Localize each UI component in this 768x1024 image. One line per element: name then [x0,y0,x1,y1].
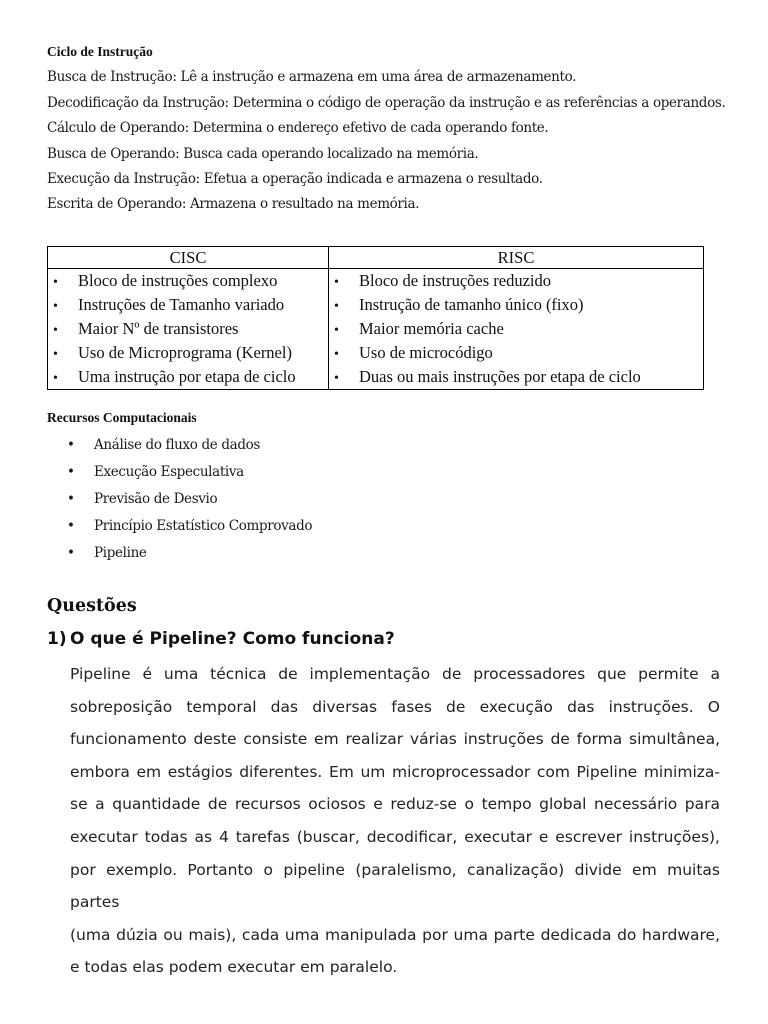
resource-item-text: Previsão de Desvio [94,491,218,507]
list-item [48,269,328,293]
bullet-icon: • [334,299,339,314]
risc-list [329,269,703,389]
list-item [48,317,328,341]
answer-paragraph-1: Pipeline é uma técnica de implementação de processadores que permite a sobreposição temporal das diversas fases de execução das instruções. O funcionamento deste consiste em realizar várias instruções de forma simultânea, embora em estágios diferentes. Em um microprocessador com Pipeline minimiza-se a quantidade de recursos ociosos e reduz-se o tempo global necessário para executar todas as 4 tarefas (buscar, decodificar, executar e escrever instruções), por exemplo. Portanto o pipeline (paralelismo, canalização) divide em muitas partes [70,665,720,912]
answer-paragraph-2: (uma dúzia ou mais), cada uma manipulada por uma parte dedicada do hardware, e todas elas podem executar em paralelo. [70,925,720,977]
bullet-icon: • [67,437,75,453]
bullet-icon: • [67,491,75,507]
risc-item-text: Maior memória cache [359,319,504,338]
risc-item-text: Instrução de tamanho único (fixo) [359,295,584,314]
cycle-line-execute: Execução da Instrução: Efetua a operação indicada e armazena o resultado. [47,171,543,187]
risc-cell [329,269,704,390]
answer-body [70,658,720,984]
bullet-icon: • [334,347,339,362]
resource-item-text: Princípio Estatístico Comprovado [94,518,313,534]
cisc-list [48,269,328,389]
resource-item [67,437,260,453]
bullet-icon: • [67,545,75,561]
risc-header: RISC [329,247,704,269]
questions-heading: Questões [47,596,137,616]
bullet-icon: • [53,323,58,338]
cisc-item-text: Instruções de Tamanho variado [78,295,285,314]
list-item [329,317,703,341]
resource-item-text: Análise do fluxo de dados [94,437,260,453]
bullet-icon: • [67,464,75,480]
resources-title: Recursos Computacionais [47,410,197,425]
bullet-icon: • [334,323,339,338]
cisc-item-text: Uma instrução por etapa de ciclo [78,367,296,386]
list-item [48,341,328,365]
table-header-row [48,247,704,269]
cycle-line-fetch: Busca de Instrução: Lê a instrução e armazena em uma área de armazenamento. [47,69,577,85]
cycle-line-decode: Decodificação da Instrução: Determina o código de operação da instrução e as referências a operandos. [47,95,726,111]
risc-item-text: Duas ou mais instruções por etapa de ciclo [359,367,641,386]
cycle-title: Ciclo de Instrução [47,44,153,59]
bullet-icon: • [334,371,339,386]
cycle-line-operand-fetch: Busca de Operando: Busca cada operando localizado na memória. [47,146,479,162]
cisc-cell [48,269,329,390]
bullet-icon: • [53,347,58,362]
risc-item-text: Bloco de instruções reduzido [359,271,551,290]
cycle-line-operand-calc: Cálculo de Operando: Determina o endereço efetivo de cada operando fonte. [47,120,549,136]
question-text: O que é Pipeline? Como funciona? [70,629,395,649]
resource-item [67,518,312,534]
bullet-icon: • [53,299,58,314]
list-item [329,341,703,365]
cycle-line-write: Escrita de Operando: Armazena o resultado na memória. [47,196,420,212]
cisc-item-text: Bloco de instruções complexo [78,271,278,290]
cisc-risc-table [47,246,704,390]
list-item [329,293,703,317]
cisc-item-text: Maior Nº de transistores [78,319,239,338]
resource-item-text: Pipeline [94,545,147,561]
list-item [329,269,703,293]
risc-item-text: Uso de microcódigo [359,343,493,362]
question-number: 1) [47,629,67,649]
bullet-icon: • [334,275,339,290]
resource-item-text: Execução Especulativa [94,464,244,480]
list-item [48,365,328,389]
cisc-header: CISC [48,247,329,269]
bullet-icon: • [53,371,58,386]
bullet-icon: • [53,275,58,290]
list-item [329,365,703,389]
question-1 [47,629,395,649]
resource-item [67,464,244,480]
bullet-icon: • [67,518,75,534]
list-item [48,293,328,317]
table-row [48,269,704,390]
cisc-item-text: Uso de Microprograma (Kernel) [78,343,292,362]
resource-item [67,491,217,507]
resource-item [67,545,147,561]
